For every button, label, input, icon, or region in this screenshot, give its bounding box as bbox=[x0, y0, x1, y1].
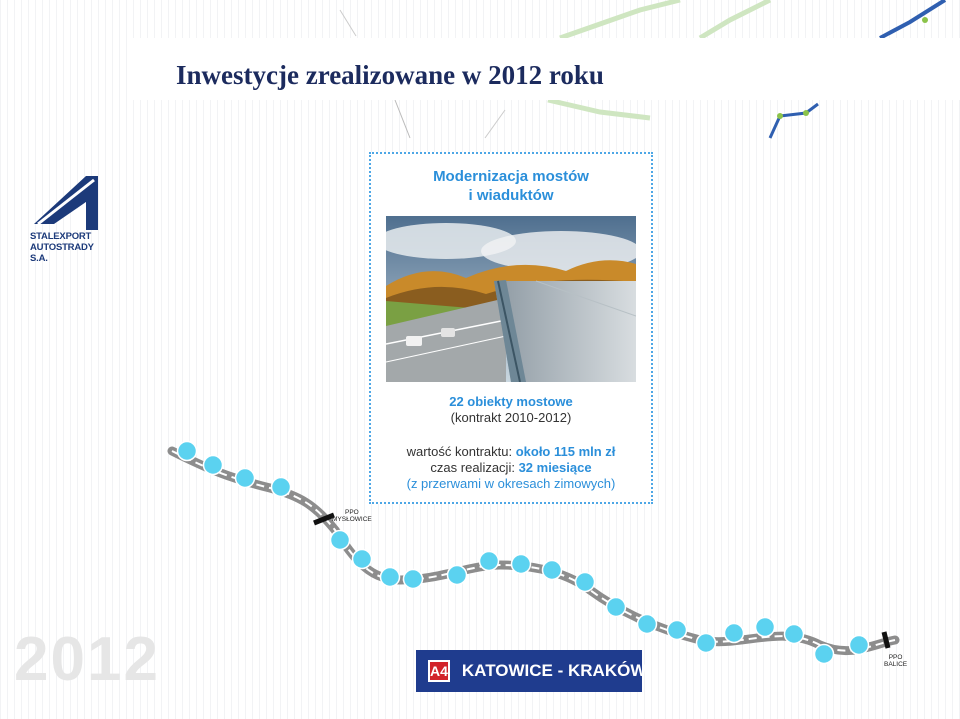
bridge-marker bbox=[448, 566, 467, 585]
duration-value: 32 miesiące bbox=[518, 460, 592, 475]
logo-line-2: AUTOSTRADY S.A. bbox=[30, 242, 94, 264]
contract-period: (kontrakt 2010-2012) bbox=[450, 410, 572, 425]
page-title: Inwestycje zrealizowane w 2012 roku bbox=[176, 60, 604, 90]
bridge-marker bbox=[331, 531, 350, 550]
bridge-marker bbox=[785, 625, 804, 644]
bridge-marker bbox=[543, 561, 562, 580]
toll-label-balice bbox=[884, 654, 907, 668]
bridge-marker bbox=[178, 442, 197, 461]
sign-text: KATOWICE - KRAKÓW bbox=[461, 661, 647, 680]
bridge-marker bbox=[850, 636, 869, 655]
bridge-marker bbox=[480, 552, 499, 571]
winter-note: (z przerwami w okresach zimowych) bbox=[406, 476, 616, 491]
bridge-marker bbox=[512, 555, 531, 574]
contract-value: około 115 mln zł bbox=[515, 444, 616, 459]
contract-value-label: wartość kontraktu: bbox=[406, 444, 516, 459]
toll-label-balice-line-1: PPO bbox=[888, 654, 903, 661]
bridge-marker bbox=[204, 456, 223, 475]
bridge-marker bbox=[756, 618, 775, 637]
duration-label: czas realizacji: bbox=[430, 460, 519, 475]
logo-line-1: STALEXPORT bbox=[30, 231, 92, 242]
bridge-marker bbox=[236, 469, 255, 488]
bridge-marker bbox=[576, 573, 595, 592]
card-title-line-2: i wiaduktów bbox=[468, 187, 554, 204]
card-title-line-1: Modernizacja mostów bbox=[433, 168, 589, 185]
bridge-marker bbox=[725, 624, 744, 643]
toll-label-myslowice bbox=[332, 509, 372, 523]
bridge-marker bbox=[381, 568, 400, 587]
bridge-marker bbox=[815, 645, 834, 664]
a4-badge: A4 bbox=[428, 660, 450, 682]
toll-label-myslowice-line-2: MYSŁOWICE bbox=[332, 516, 372, 523]
motorway-sign bbox=[416, 650, 647, 692]
bridge-marker bbox=[272, 478, 291, 497]
bridge-marker bbox=[697, 634, 716, 653]
objects-count: 22 obiekty mostowe bbox=[449, 394, 573, 409]
year-watermark: 2012 bbox=[14, 625, 160, 694]
toll-label-balice-line-2: BALICE bbox=[884, 661, 908, 668]
toll-label-myslowice-line-1: PPO bbox=[345, 509, 359, 516]
bridge-marker bbox=[668, 621, 687, 640]
bridge-marker bbox=[353, 550, 372, 569]
bridge-marker bbox=[607, 598, 626, 617]
bridge-marker bbox=[404, 570, 423, 589]
bridge-marker bbox=[638, 615, 657, 634]
